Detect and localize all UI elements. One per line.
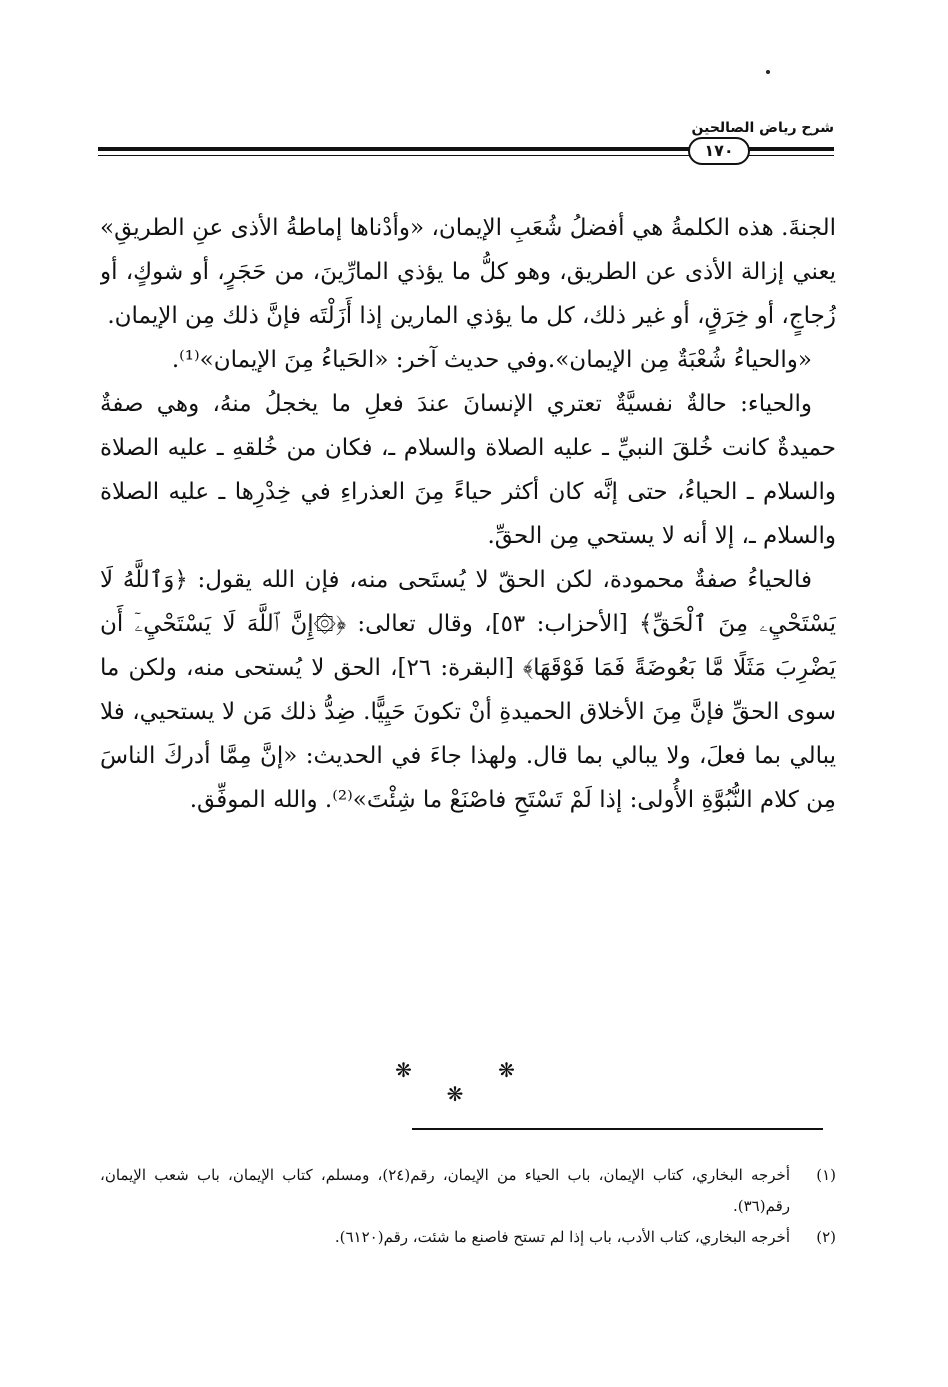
header-rule-left-thin xyxy=(98,155,691,156)
page-number: ١٧٠ xyxy=(688,137,750,165)
footnotes xyxy=(100,1160,836,1253)
paragraph: «والحياءُ شُعْبَةٌ مِن الإيمان».وفي حديث آخر: «الحَياءُ مِنَ الإيمان»⁽¹⁾. xyxy=(171,347,812,373)
footnote xyxy=(100,1222,836,1253)
section-separator: ❋ ❋ ❋ xyxy=(395,1058,555,1106)
footnote-divider xyxy=(412,1128,823,1130)
paragraph: والحياء: حالةٌ نفسيَّةٌ تعتري الإنسانَ عندَ فعلِ ما يخجلُ منهُ، وهي صفةٌ حميدةٌ كانت خُلقَ النبيِّ ـ عليه الصلاة والسلام ـ، فكان من خُلقهِ ـ عليه الصلاة والسلام ـ الحياءُ، حتى إنَّه كان أكثر حياءً مِنَ العذراءِ في خِدْرِها ـ عليه الصلاة والسلام ـ، إلا أنه لا يستحي مِن الحقِّ. xyxy=(100,391,836,549)
paragraph: فالحياءُ صفةٌ محمودة، لكن الحقّ لا يُستَحى منه، فإن الله يقول: ﴿وَٱللَّهُ لَا يَسْتَحْيِۦ مِنَ ٱلْحَقِّ﴾ [الأحزاب: ٥٣]، وقال تعالى: ﴿۞إِنَّ ٱللَّهَ لَا يَسْتَحْيِۦٓ أَن يَضْرِبَ مَثَلًا مَّا بَعُوضَةً فَمَا فَوْقَهَا﴾ [البقرة: ٢٦]، الحق لا يُستحى منه، ولكن ما سوى الحقِّ فإنَّ مِنَ الأخلاق الحميدةِ أنْ تكونَ حَيِيًّا. ضِدُّ ذلك مَن لا يستحيي، فلا يبالي بما فعلَ، ولا يبالي بما قال. ولهذا جاءَ في الحديث: «إنَّ مِمَّا أدركَ الناسَ مِن كلام النُّبُوَّةِ الأُولى: إذا لَمْ تَسْتَحِ فاصْنَعْ ما شِئْتَ»⁽²⁾. والله الموفِّق. xyxy=(100,567,836,813)
page-speck xyxy=(766,70,770,74)
header-rule-right-thin xyxy=(747,155,834,156)
header-rule-left xyxy=(98,147,691,151)
header-rule-right xyxy=(747,147,834,151)
paragraph: الجنةَ. هذه الكلمةُ هي أفضلُ شُعَبِ الإيمان، «وأدْناها إماطةُ الأذى عنِ الطريقِ» يعني إزالة الأذى عن الطريق، وهو كلُّ ما يؤذي المارِّينَ، من حَجَرٍ، أو شوكٍ، أو زُجاجٍ، أو خِرَقٍ، أو غير ذلك، كل ما يؤذي المارين إذا أَزَلْتَه فإنَّ ذلك مِن الإيمان. xyxy=(100,215,836,329)
footnote-text: أخرجه البخاري، كتاب الإيمان، باب الحياء من الإيمان، رقم(٢٤)، ومسلم، كتاب الإيمان، باب شعب الإيمان، رقم(٣٦). xyxy=(100,1166,790,1215)
footnote-number: (٢) xyxy=(816,1228,836,1246)
main-text xyxy=(100,206,836,1046)
book-title: شرح رياض الصالحين xyxy=(691,120,834,136)
footnote xyxy=(100,1160,836,1222)
footnote-number: (١) xyxy=(816,1166,836,1184)
footnote-text: أخرجه البخاري، كتاب الأدب، باب إذا لم تستح فاصنع ما شئت، رقم(٦١٢٠). xyxy=(334,1228,790,1246)
